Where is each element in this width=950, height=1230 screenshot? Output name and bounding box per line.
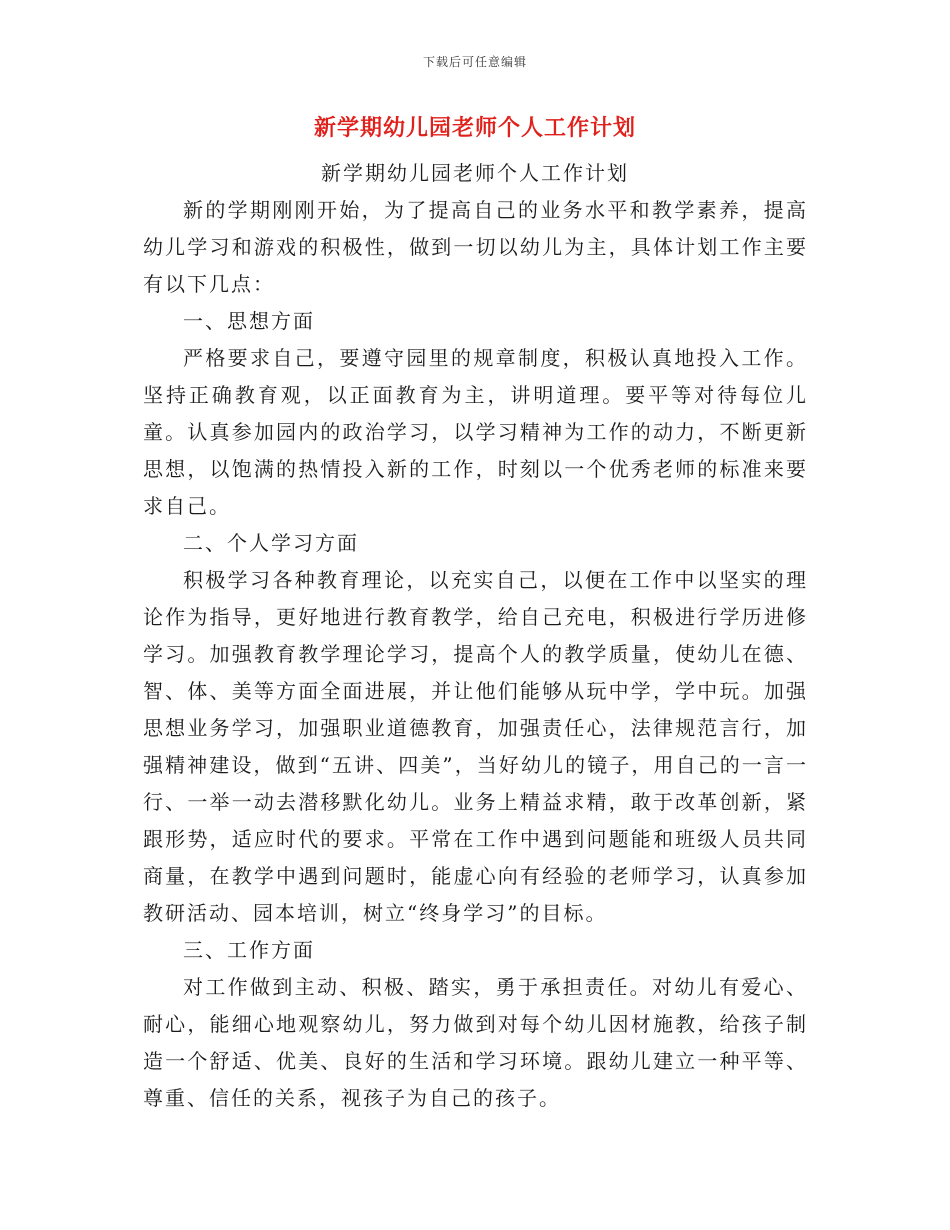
document-title: 新学期幼儿园老师个人工作计划 bbox=[313, 115, 636, 141]
section-paragraph-work: 对工作做到主动、积极、踏实，勇于承担责任。对幼儿有爱心、耐心，能细心地观察幼儿，努力做到对每个幼儿因材施教，给孩子制造一个舒适、优美、良好的生活和学习环境。跟幼儿建立一种平等、尊重、信任的关系，视孩子为自己的孩子。 bbox=[143, 975, 808, 1110]
section-heading-work: 三、工作方面 bbox=[183, 938, 315, 962]
document-subtitle: 新学期幼儿园老师个人工作计划 bbox=[321, 161, 629, 185]
section-paragraph-study: 积极学习各种教育理论，以充实自己，以便在工作中以坚实的理论作为指导，更好地进行教育教学，给自己充电，积极进行学历进修学习。加强教育教学理论学习，提高个人的教学质量，使幼儿在德、智、体、美等方面全面进展，并让他们能够从玩中学，学中玩。加强思想业务学习，加强职业道德教育，加强责任心，法律规范言行，加强精神建设，做到“五讲、四美”，当好幼儿的镜子，用自己的一言一行、一举一动去潜移默化幼儿。业务上精益求精，敢于改革创新，紧跟形势，适应时代的要求。平常在工作中遇到问题能和班级人员共同商量，在教学中遇到问题时，能虚心向有经验的老师学习，认真参加教研活动、园本培训，树立“终身学习”的目标。 bbox=[143, 568, 808, 925]
intro-paragraph: 新的学期刚刚开始，为了提高自己的业务水平和教学素养，提高幼儿学习和游戏的积极性，做到一切以幼儿为主，具体计划工作主要有以下几点： bbox=[143, 198, 808, 296]
section-heading-thought: 一、思想方面 bbox=[183, 309, 315, 333]
header-note: 下载后可任意编辑 bbox=[422, 55, 527, 69]
section-heading-study: 二、个人学习方面 bbox=[183, 531, 359, 555]
section-paragraph-thought: 严格要求自己，要遵守园里的规章制度，积极认真地投入工作。坚持正确教育观，以正面教育为主，讲明道理。要平等对待每位儿童。认真参加园内的政治学习，以学习精神为工作的动力，不断更新思想，以饱满的热情投入新的工作，时刻以一个优秀老师的标准来要求自己。 bbox=[143, 346, 808, 518]
document-body bbox=[143, 192, 808, 1117]
